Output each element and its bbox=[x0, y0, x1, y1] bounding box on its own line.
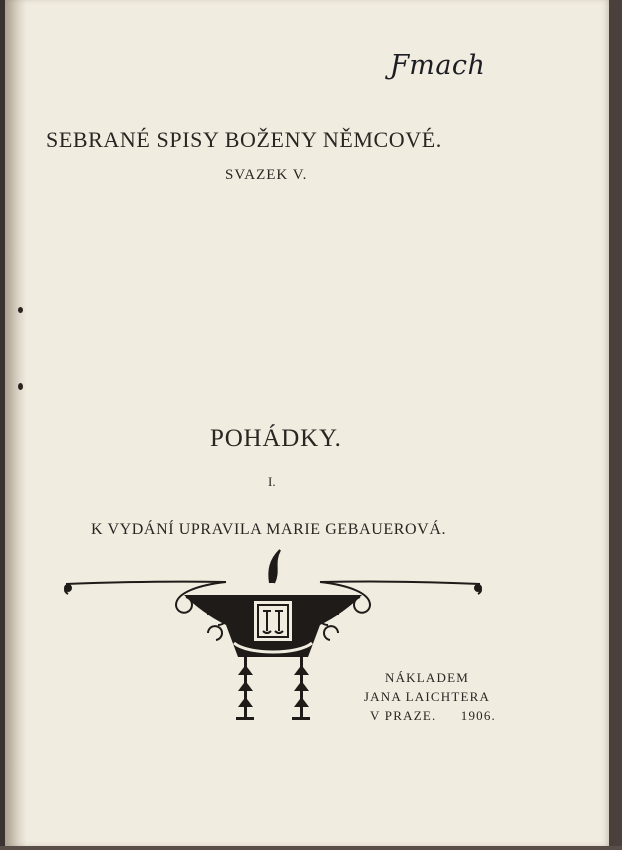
publisher-imprint bbox=[352, 668, 502, 725]
part-number: I. bbox=[268, 474, 276, 489]
publisher-line-1: NÁKLADEM bbox=[385, 670, 469, 685]
series-title: SEBRANÉ SPISY BOŽENY NĚMCOVÉ. bbox=[46, 127, 442, 152]
editor-line: K VYDÁNÍ UPRAVILA MARIE GEBAUEROVÁ. bbox=[91, 521, 447, 538]
publisher-line-3 bbox=[370, 706, 496, 725]
book-edge bbox=[609, 0, 622, 850]
volume-label: SVAZEK V. bbox=[225, 167, 308, 183]
publisher-year: 1906. bbox=[460, 708, 496, 723]
book-title: POHÁDKY. bbox=[210, 425, 342, 452]
page-gutter-shadow bbox=[5, 0, 27, 846]
binding-hole bbox=[18, 307, 23, 313]
publisher-place: V PRAZE. bbox=[370, 708, 437, 723]
binding-hole bbox=[18, 383, 23, 390]
publisher-line-2: JANA LAICHTERA bbox=[363, 689, 491, 704]
handwritten-signature: Ƒmach bbox=[390, 50, 486, 81]
book-bottom-edge bbox=[0, 846, 622, 850]
